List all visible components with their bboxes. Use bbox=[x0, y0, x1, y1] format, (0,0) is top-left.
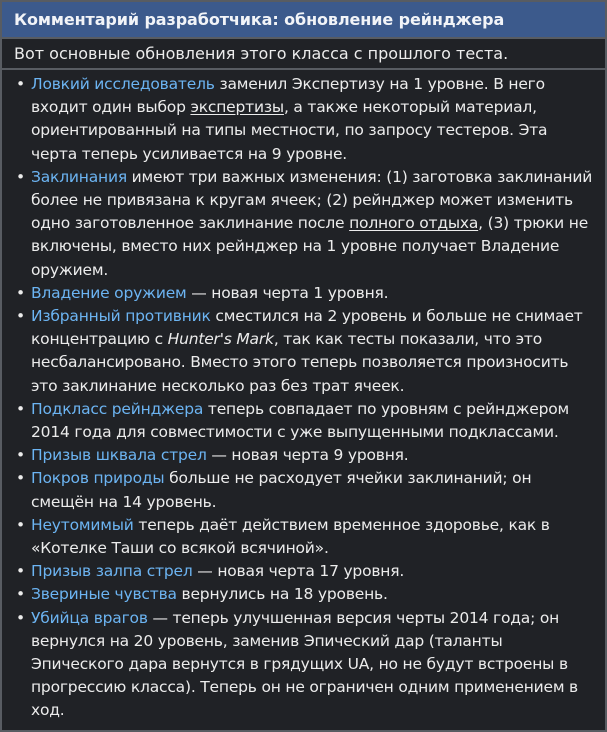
list-item bbox=[14, 467, 597, 513]
term-link[interactable]: Заклинания bbox=[31, 167, 127, 186]
item-text: имеют три важных изменения: (1) заготовка заклинаний более не привязана к кругам ячеек; (2) рейнджер может изменить одно заготовленное заклинание после bbox=[31, 167, 593, 233]
list-item bbox=[14, 166, 597, 282]
term-link[interactable]: Подкласс рейнджера bbox=[31, 399, 204, 418]
item-text: заменил Экспертизу на 1 уровне. В него входит один выбор bbox=[31, 75, 545, 117]
list-item bbox=[14, 607, 597, 723]
list-item bbox=[14, 73, 597, 166]
inline-link[interactable]: экспертизы bbox=[190, 98, 284, 117]
item-text: — новая черта 17 уровня. bbox=[192, 562, 405, 581]
term-link[interactable]: Покров природы bbox=[31, 469, 165, 488]
term-link[interactable]: Призыв залпа стрел bbox=[31, 562, 193, 581]
update-list bbox=[2, 70, 605, 723]
item-text: теперь даёт действием временное здоровье, как в «Котелке Таши со всякой всячиной». bbox=[31, 515, 550, 558]
term-link[interactable]: Владение оружием bbox=[31, 283, 187, 302]
item-text: теперь совпадает по уровням с рейнджером 2014 года для совместимости с уже выпущенными подклассами. bbox=[31, 399, 569, 442]
term-link[interactable]: Звериные чувства bbox=[31, 585, 177, 604]
list-item bbox=[14, 583, 597, 606]
item-text: , (3) трюки не включены, вместо них рейнджер на 1 уровне получает Владение оружием. bbox=[31, 214, 589, 279]
term-link[interactable]: Избранный противник bbox=[31, 307, 211, 326]
term-link[interactable]: Призыв шквала стрел bbox=[31, 446, 207, 465]
item-text: , а также некоторый материал, ориентированный на типы местности, по запросу тестеров. Эта черта теперь усиливается на 9 уровне. bbox=[31, 98, 548, 163]
inline-link[interactable]: полного отдыха bbox=[349, 214, 479, 233]
item-text: больше не расходует ячейки заклинаний; он смещён на 14 уровень. bbox=[31, 469, 532, 511]
term-link[interactable]: Неутомимый bbox=[31, 515, 134, 534]
item-text: — теперь улучшенная версия черты 2014 года; он вернулся на 20 уровень, заменив Эпический дар (таланты Эпического дара вернутся в грядущих UA, но не будут встроены в прогрессию класса). Теперь он не ограничен одним применением в ход. bbox=[31, 608, 578, 720]
term-link[interactable]: Убийца врагов bbox=[31, 608, 148, 627]
item-text: — новая черта 1 уровня. bbox=[186, 283, 389, 302]
item-text: вернулись на 18 уровень. bbox=[176, 585, 388, 604]
term-link[interactable]: Ловкий исследователь bbox=[31, 75, 215, 93]
item-text: — новая черта 9 уровня. bbox=[206, 446, 409, 465]
box-title: Комментарий разработчика: обновление рейнджера bbox=[2, 2, 605, 39]
list-item bbox=[14, 305, 597, 398]
list-item bbox=[14, 398, 597, 444]
item-text: , так как тесты показали, что это несбалансировано. Вместо этого теперь позволяется произносить это заклинание несколько раз без трат ячеек. bbox=[31, 330, 569, 395]
intro-text: Вот основные обновления этого класса с прошлого теста. bbox=[2, 39, 605, 70]
list-item bbox=[14, 282, 597, 305]
list-item bbox=[14, 560, 597, 583]
item-text: сместился на 2 уровень и больше не снимает концентрацию с bbox=[31, 307, 583, 349]
list-item bbox=[14, 514, 597, 560]
spell-name: Hunter's Mark bbox=[167, 330, 274, 349]
list-item bbox=[14, 444, 597, 467]
